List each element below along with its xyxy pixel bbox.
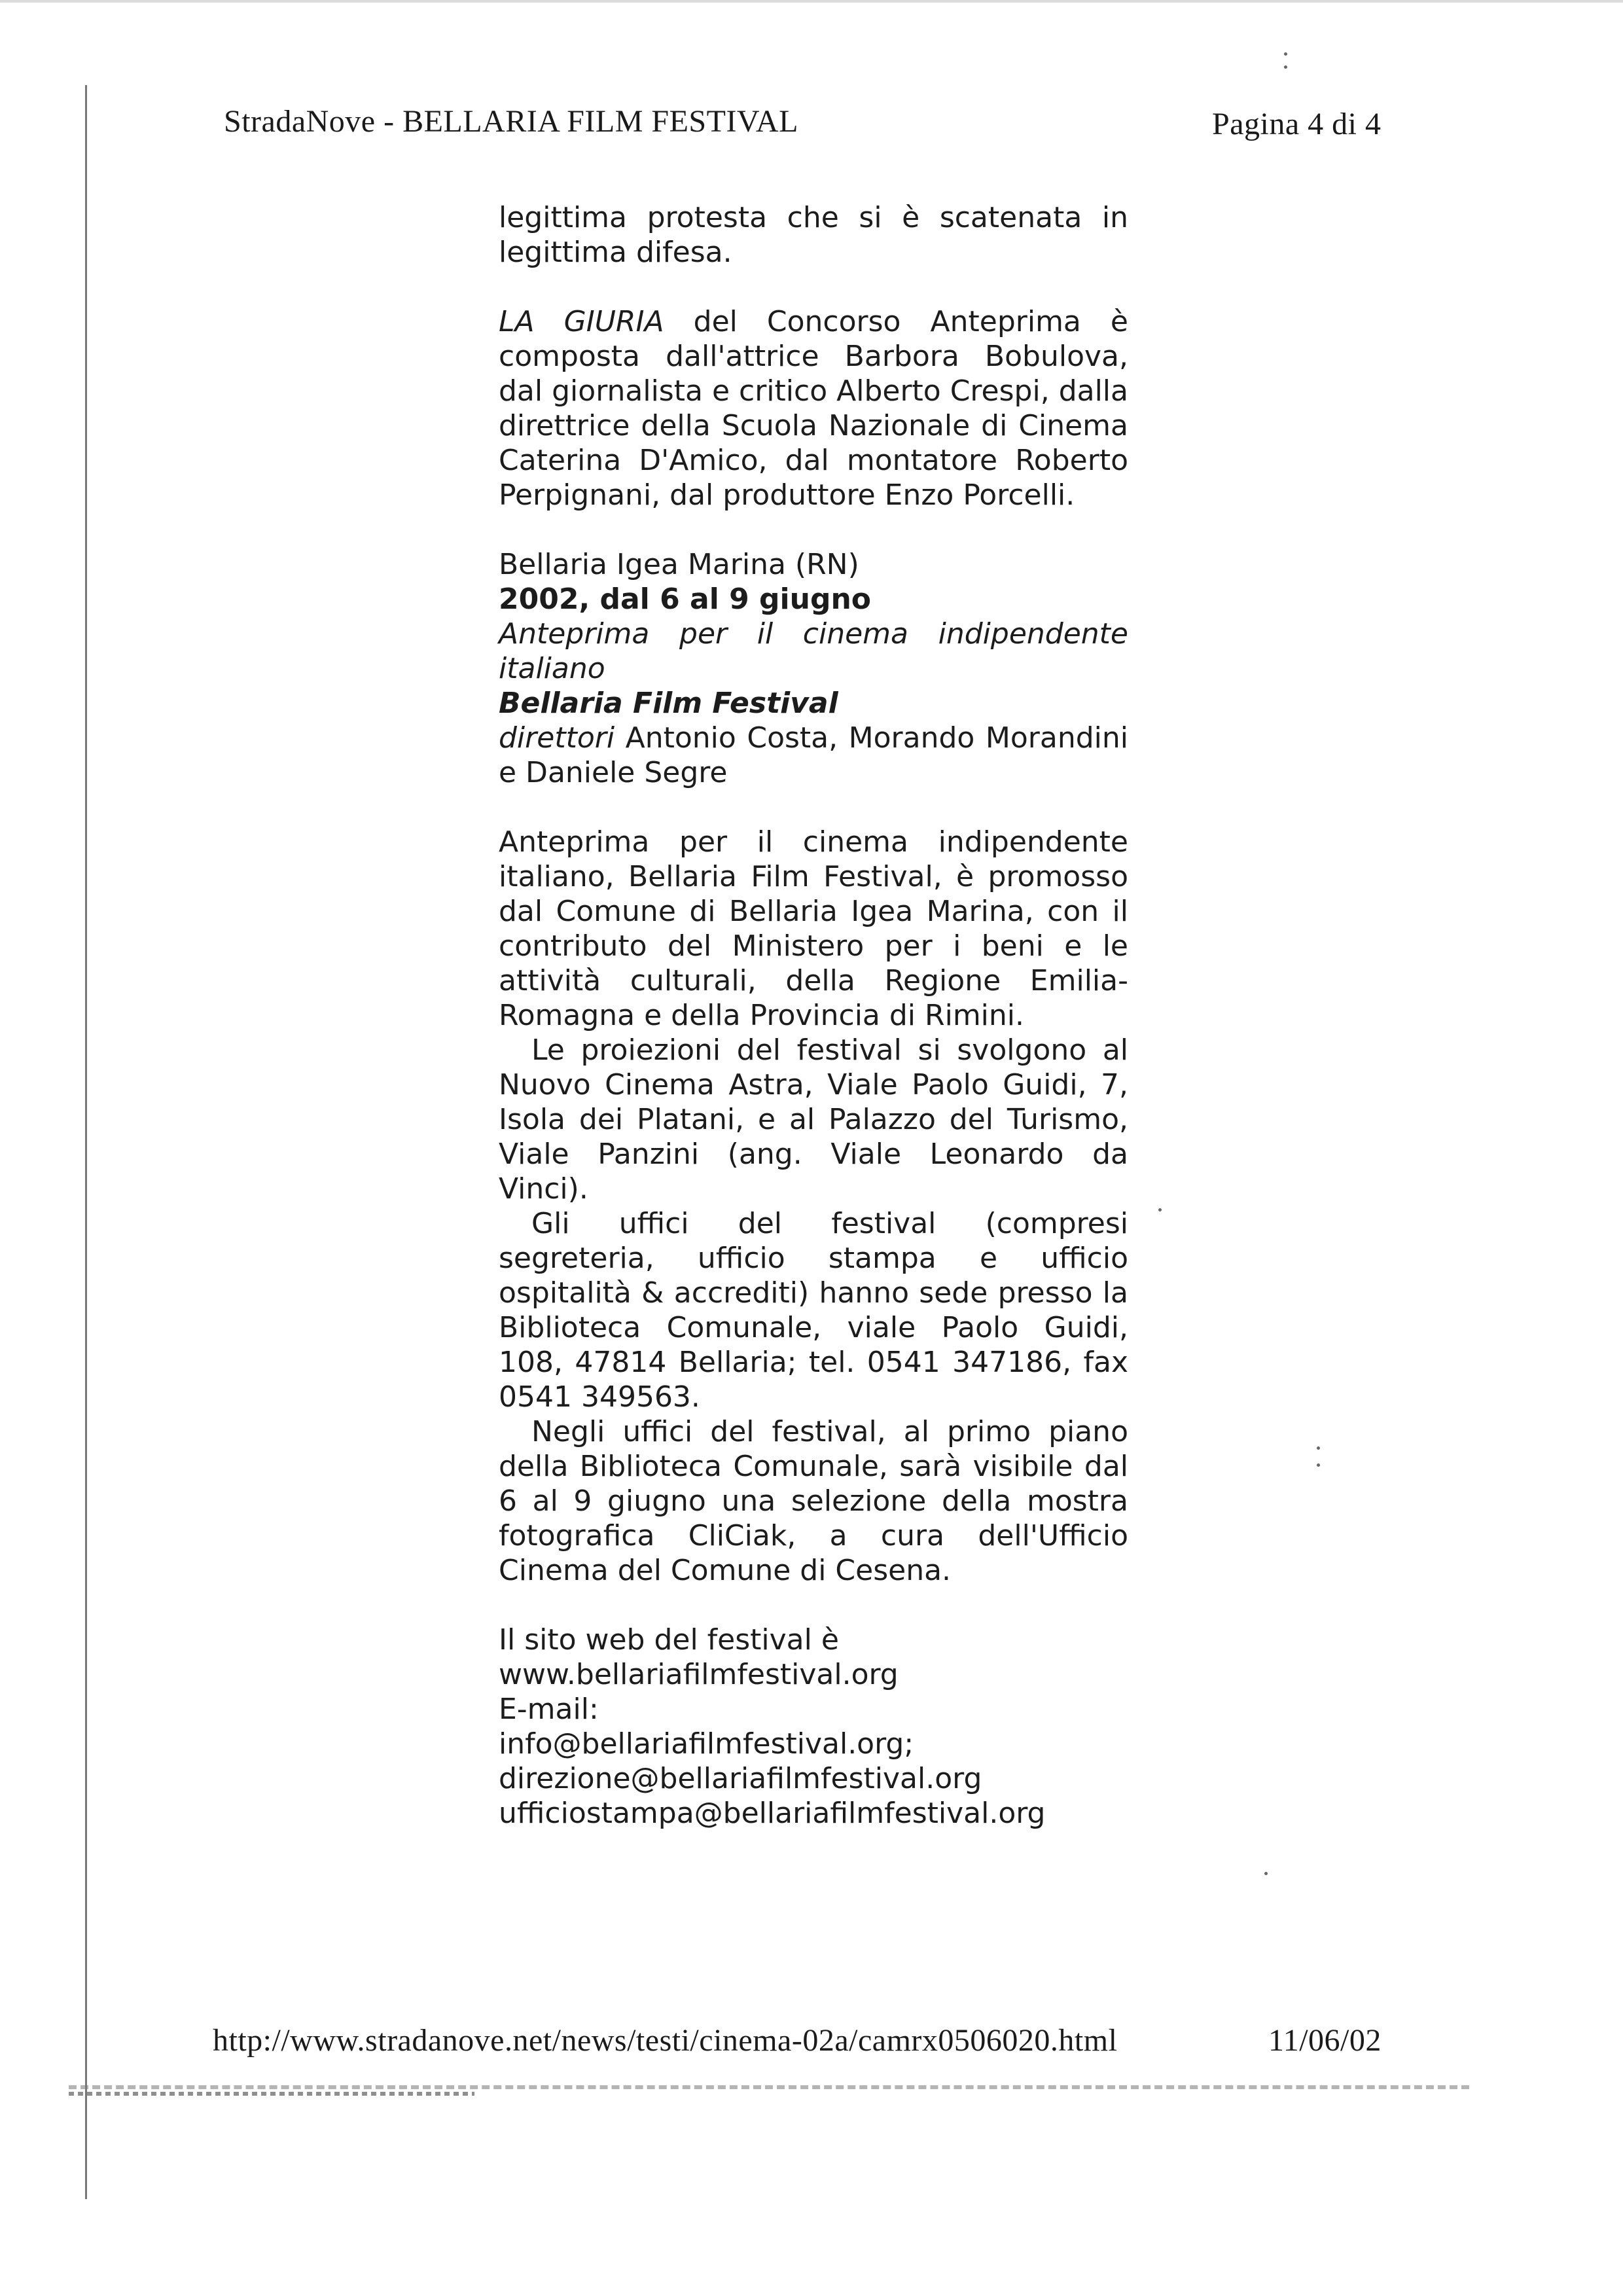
text-line: segreteria, ufficio stampa e ufficio [499, 1242, 1128, 1275]
text-line: fotografica CliCiak, a cura dell'Ufficio [499, 1519, 1128, 1552]
directors-names: Antonio Costa, Morando Morandini [615, 721, 1128, 755]
email-info-link[interactable]: info@bellariafilmfestival.org; [499, 1727, 914, 1761]
text-line: dal giornalista e critico Alberto Crespi, dalla [499, 374, 1128, 408]
scan-edge-top [0, 0, 1623, 3]
scan-speck [1284, 65, 1287, 69]
text-line: Anteprima per il cinema indipendente [499, 825, 1128, 859]
text-line: attività culturali, della Regione Emilia- [499, 964, 1128, 997]
directors-label: direttori [499, 721, 615, 755]
scan-edge-left [85, 85, 87, 2199]
scan-speck [1284, 52, 1287, 56]
page-number: Pagina 4 di 4 [1212, 107, 1382, 141]
text-line [499, 304, 1128, 339]
scan-speck [1317, 1463, 1320, 1467]
text-line: legittima protesta che si è scatenata in [499, 201, 1128, 234]
jury-line-rest: del Concorso Anteprima è [664, 305, 1128, 338]
text-line: Cinema del Comune di Cesena. [499, 1554, 952, 1587]
scan-speck [1317, 1446, 1320, 1450]
festival-directors [499, 721, 1128, 755]
email-direction-link[interactable]: direzione@bellariafilmfestival.org [499, 1762, 982, 1795]
text-line: legittima difesa. [499, 236, 732, 269]
text-line: dal Comune di Bellaria Igea Marina, con il [499, 895, 1128, 928]
footer-source-url[interactable]: http://www.stradanove.net/news/testi/cinema-02a/camrx0506020.html [213, 2023, 1118, 2058]
festival-directors-cont: e Daniele Segre [499, 756, 728, 789]
text-line: Perpignani, dal produttore Enzo Porcelli. [499, 478, 1075, 512]
scan-speck [1264, 1872, 1268, 1875]
website-link[interactable]: www.bellariafilmfestival.org [499, 1658, 899, 1691]
text-line: Biblioteca Comunale, viale Paolo Guidi, [499, 1311, 1128, 1344]
paragraph-jury [499, 304, 1128, 512]
text-line: contributo del Ministero per i beni e le [499, 929, 1128, 963]
text-line: 0541 349563. [499, 1380, 700, 1414]
paragraph-promotion [499, 825, 1128, 1033]
text-line: Romagna e della Provincia di Rimini. [499, 999, 1024, 1032]
text-line: Le proiezioni del festival si svolgono al [531, 1033, 1128, 1067]
festival-place: Bellaria Igea Marina (RN) [499, 548, 859, 581]
text-line: ospitalità & accrediti) hanno sede presso la [499, 1276, 1128, 1310]
festival-name: Bellaria Film Festival [499, 687, 838, 720]
festival-subtitle-cont: italiano [499, 652, 605, 685]
text-line: Negli uffici del festival, al primo piano [531, 1415, 1128, 1448]
text-line: Caterina D'Amico, dal montatore Roberto [499, 444, 1128, 477]
paragraph-protest [499, 200, 1128, 270]
contacts-block [499, 1623, 1128, 1831]
paragraph-screenings [499, 1033, 1128, 1206]
text-line: Vinci). [499, 1172, 588, 1206]
text-line: composta dall'attrice Barbora Bobulova, [499, 340, 1128, 373]
text-line: Nuovo Cinema Astra, Viale Paolo Guidi, 7, [499, 1068, 1128, 1102]
text-line: direttrice della Scuola Nazionale di Cinema [499, 409, 1128, 442]
paragraph-exhibition [499, 1414, 1128, 1588]
paragraph-offices [499, 1206, 1128, 1414]
festival-dates: 2002, dal 6 al 9 giugno [499, 583, 871, 616]
email-label: E-mail: [499, 1693, 599, 1726]
scan-edge-bottom-noise [69, 2092, 474, 2096]
festival-subtitle: Anteprima per il cinema indipendente [499, 617, 1128, 651]
footer-print-date: 11/06/02 [1268, 2023, 1382, 2058]
text-line: italiano, Bellaria Film Festival, è promosso [499, 860, 1128, 893]
text-line: Viale Panzini (ang. Viale Leonardo da [499, 1138, 1128, 1171]
article-body [499, 200, 1128, 1831]
text-line: 6 al 9 giugno una selezione della mostra [499, 1484, 1128, 1518]
text-line: della Biblioteca Comunale, sarà visibile dal [499, 1450, 1128, 1483]
scan-edge-bottom [69, 2085, 1469, 2089]
text-line: 108, 47814 Bellaria; tel. 0541 347186, fax [499, 1346, 1128, 1379]
festival-info-block [499, 547, 1128, 790]
text-line: Gli uffici del festival (compresi [531, 1207, 1128, 1240]
email-press-link[interactable]: ufficiostampa@bellariafilmfestival.org [499, 1797, 1046, 1830]
scan-speck [1158, 1208, 1162, 1211]
jury-label: LA GIURIA [499, 305, 664, 338]
website-label: Il sito web del festival è [499, 1623, 839, 1657]
text-line: Isola dei Platani, e al Palazzo del Turismo, [499, 1103, 1128, 1136]
page-header-title: StradaNove - BELLARIA FILM FESTIVAL [224, 104, 798, 139]
